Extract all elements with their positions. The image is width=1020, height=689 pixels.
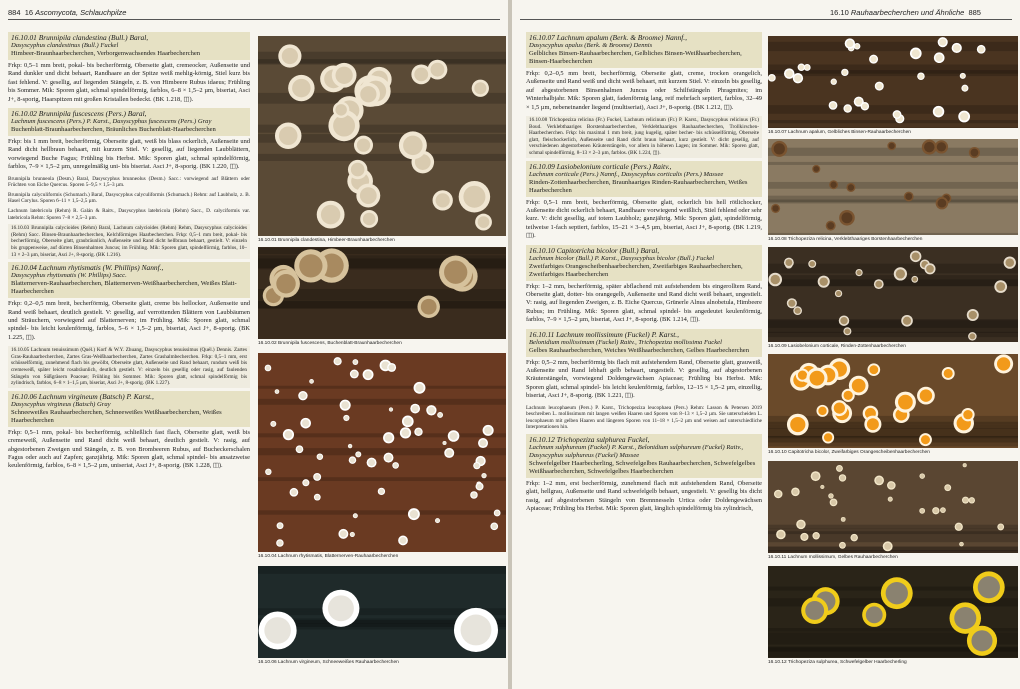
species-title: 16.10.12 Trichopeziza sulphurea Fuckel, [529,435,650,445]
species-title: 16.10.09 Lasiobelonium corticale (Pers.) Raitv., [529,161,672,171]
photo-caption: 16.10.04 Lachnum rhytismatis, Blatternerven-Rauhaarbecherchen [258,554,399,559]
specimen-photo-graphic [258,247,506,339]
species-title: 16.10.06 Lachnum virgineum (Batsch) P. Karst., [11,391,154,401]
right-header-rule [520,19,1012,20]
photo-caption: 16.10.10 Capitotricha bicolor, Zweifarbiges Orangescheibenhaarbecherchen [768,450,930,455]
species-title: 16.10.11 Lachnum mollissimum (Fuckel) P. Karst., [529,329,679,339]
left-page [0,0,508,689]
specimen-photo [768,461,1018,553]
species-entry [526,245,762,325]
species-description: Frkp: 1–2 mm, erst becherförmig, zunehmend flach mit aufstehendem Rand, Oberseite glatt, hellgrau, Außenseite und Rand schwefelgelb behaart, ungestielt. V: gesellig bis dicht rasig, auf abgestorbenen Stängeln von Brennnesseln Urtica oder Doldengewächsen Apiaceae; Frühling bis Herbst. Mik: Sporen glatt, länglich spindelförmig bis zylindrisch, [526,480,762,513]
species-description: Frkp: 0,5–2 mm, becherförmig bis flach mit aufstehendem Rand, Oberseite glatt, grauweiß, Außenseite und Rand lebhaft gelb behaart, ungestielt. V: gesellig, auf abgestorbenen Kräuterstängeln, vorwiegend Doldengewächsen Apiaceae; Frühling bis Herbst. Mik: Sporen glatt, schmal spindel- bis leicht keulenförmig, farblos, 12–15 × 1,5–2 µm, einzellig, biseriat, Asci J+, 8-sporig. (BK 1.221, ◫). [526,358,762,400]
specimen-photo-graphic [768,461,1018,553]
specimen-photo-graphic [768,354,1018,448]
species-description: Frkp: 0,2–0,5 mm breit, becherförmig, Oberseite glatt, creme bis hellocker, Außenseite und Rand weiß behaart, deutlich gestielt. V: gesellig, auf verrottenden Blättern von Laubbäumen und Sträuchern, vorwiegend auf Blatternerven; im Frühling. Mik: Sporen glatt, schmal spindel- bis leicht keulenförmig, farblos, 5–6 × 1,5–2 µm, biseriat, Asci J+, 8-sporig. (BK 1.225, ◫). [8,300,250,341]
specimen-photo [258,247,506,339]
species-header [526,245,762,281]
specimen-photo-graphic [258,353,506,552]
species-entry [8,108,250,172]
left-text-column [8,32,250,475]
photo-caption: 16.10.08 Trichopeziza relicina, Verklebthaariges Borstenhaarbecherchen [768,237,923,242]
specimen-photo [768,566,1018,658]
species-common-names: Himbeer-Braunhaarbecherchen, Verborgenwachsendes Haarbecherchen [11,50,201,57]
species-note: Brunnipila brunneola (Desm.) Baral, Dasyscyphus brunneolus (Desm.) Sacc.: vorwiegend auf Blättern oder Früchten von Eiche Quercus. Sporen 5–9,5 × 1,5–3 µm. [8,175,250,189]
species-note: 16.10.08 Trichopeziza relicina (Fr.) Fuckel, Lachnum relicinum (Fr.) P. Karst., Dasyscyphus relicinus (Fr.) Boud. Verklebthaariges Borstenhaarbecherchen, Verklebthaariges Rauhaarbecherchen, Trollkirschen-Haarbecherchen. Frkp: bis maximal 1 mm breit, jung kugelig, später becher- bis schüsselförmig, Oberseite glatt, fleischockerlich, Außenseite und Rand dicht braun behaart, kurz gestielt. V: dicht gesellig, auf verschiedenen abgestorbenen Kräuterstängeln, vor allem in höheren Lagen; im Sommer. Mik: Sporen glatt, schmal spindelförmig, 8–13 × 2–3 µm, farblos. (BK 1.224, ◫). [526,116,762,158]
species-entry [526,434,762,514]
species-header [8,32,250,60]
species-synonyms: Lachnum corticale (Pers.) Nannf., Dasyscyphus corticalis (Pers.) Massee [529,170,724,178]
species-common-names: Rinden-Zottenhaarbecherchen, Braunhaariges Rinden-Rauhaarbecherchen, Weißes Haarbecherchen [529,178,748,194]
species-description: Frkp: 0,5–1 mm breit, becherförmig, Oberseite glatt, ockerlich bis hell rötlichocker, Außenseite dicht ockerlich behaart, Randhaare vorwiegend weißlich, Stiel fehlend oder sehr kurz. V: dicht gesellig, auf totem Laubholz; ganzjährig. Mik: Sporen glatt, spindelförmig, teilweise 1-fach septiert, farblos, 15–21 × 3–4,5 µm, biseriat, Asci J+, 8-sporig. (BK 1.219, ◫). [526,198,762,240]
photo-caption: 16.10.11 Lachnum mollissimum, Gelbes Rauhaarbecherchen [768,555,898,560]
species-header [526,329,762,357]
species-title: 16.10.07 Lachnum apalum (Berk. & Broome) Nannf., [529,33,687,42]
species-synonyms: Belonidium mollissimum (Fuckel) Raitv., Trichopeziza mollissima Fuckel [529,338,722,346]
species-synonyms: Lachnum fuscescens (Pers.) P. Karst., Dasyscyphus fuscescens (Pers.) Gray [11,118,212,126]
photo-caption: 16.10.06 Lachnum virgineum, Schneeweißes Rauhaarbecherchen [258,660,399,665]
specimen-photo [258,353,506,552]
photo-caption: 16.10.07 Lachnum apalum, Gelbliches Binsen-Rauhaarbecherchen [768,130,911,135]
species-description: Frkp: 0,2–0,5 mm breit, becherförmig, Oberseite glatt, creme, trocken orangelich, Außenseite und Rand weiß und dicht weiß behaart, mit kurzem Stiel. V: einzeln bis gesellig, auf abgestorbenen Binsenhalmen Juncus oder Schilfstängeln Phragmites; im Winterhalbjahr. Mik: Sporen glatt, fadenförmig lang, reif mehrfach septiert, farblos, 32–49 × 1,5 µm, nebeneinander liegend (multiseriat), Asci J+, 8-sporig. (BK 1.212, ◫). [526,70,762,111]
specimen-photo-graphic [258,566,506,658]
left-page-number: 884 [8,8,21,17]
specimen-photo [258,566,506,658]
species-common-names: Schwefelgelber Haarbecherling, Schwefelgelbes Rauhaarbecherchen, Schwefelgelbes Weißhaarbecherchen, Schwefelgelbes Haarbecherchen [529,460,756,476]
specimen-photo-graphic [768,139,1018,235]
species-common-names: Gelbliches Binsen-Rauhaarbecherchen, Gelbliches Binsen-Weißhaarbecherchen, Binsen-Haarbecherchen [529,50,742,65]
species-entry [8,32,250,104]
left-chapter-title: Ascomycota, Schlauchpilze [35,8,127,17]
species-common-names: Schneeweißes Rauhaarbecherchen, Schneeweißes Weißhaarbecherchen, Weißes Haarbecherchen [11,408,222,424]
specimen-photo [768,36,1018,128]
species-title: 16.10.10 Capitotricha bicolor (Bull.) Baral, [529,245,660,255]
species-synonyms: Dasyscyphus rhytismatis (W. Phillips) Sacc. [11,272,127,280]
species-note: 16.10.03 Brunnipila calycioides (Rehm) Baral, Lachnum calycioides (Rehm) Rehm, Dasyscyphus calycioides (Rehm) Sacc. Binsen-Braunhaarbecherchen, Kelchförmiges Haarbecherchen. Frkp: 0,5–1 mm breit, pokal- bis becherförmig, Oberseite glatt, graubräunlich, Außenseite und Rand dicht hellbraun behaart, gestielt. V: einzeln bis gruppenweise, auf dürren Binsenhalmen Juncus; im Frühling. Mik: Sporen glatt, spindelförmig, farblos, 10–13 × 2–3 µm, biseriat, Asci J+, 8-sporig. (BK 1.216). [8,224,250,259]
species-synonyms: Lachnum sulphureum (Fuckel) P. Karst., Belonidium sulphureum (Fuckel) Raitv., Dasyscyphus sulphureus (Fuckel) Massee [529,444,744,460]
species-note: Lachnum leucophaeum (Pers.) P. Karst., Trichopeziza leucophaea (Pers.) Rehm: Lasson & Petersen 2019 beschreiben L. mollissimum mit langen weißen Haaren und Sporen von 8–13 × 1,5–2 µm. Sie unterscheiden L. leucophaeum mit gelben Haaren und längeren Sporen von 11–18 × 1,5–2 µm und weisen auf unterschiedliche Interpretationen hin. [526,404,762,431]
species-header [526,161,762,197]
species-common-names: Buchenblatt-Braunhaarbecherchen, Bräunliches Buchenblatt-Haarbecherchen [11,126,216,134]
specimen-photo-graphic [258,36,506,236]
photo-caption: 16.10.09 Lasiobelonium corticale, Rinden-Zottenhaarbecherchen [768,344,906,349]
species-header [526,32,762,68]
species-entry [8,262,250,342]
species-title: 16.10.04 Lachnum rhytismatis (W. Phillips) Nannf., [11,263,164,273]
species-header [526,434,762,478]
species-synonyms: Dasyscyphus virgineus (Batsch) Gray [11,400,111,408]
right-text-column [526,32,762,518]
right-page-number: 885 [968,8,981,17]
specimen-photo [258,36,506,236]
left-page-header [8,8,126,17]
specimen-photo-graphic [768,36,1018,128]
species-title: 16.10.02 Brunnipila fuscescens (Pers.) Baral, [11,109,147,119]
right-section-title: Rauhaarbecherchen und Ähnliche [850,8,965,17]
species-synonyms: Dasyscyphus apalus (Berk. & Broome) Dennis [529,42,653,49]
photo-caption: 16.10.01 Brunnipila clandestina, Himbeer-Braunhaarbecherchen [258,238,395,243]
right-page-header [830,8,981,17]
right-page [512,0,1020,689]
species-header [8,108,250,136]
specimen-photo-graphic [768,247,1018,342]
species-title: 16.10.01 Brunnipila clandestina (Bull.) Baral, [11,33,149,42]
right-section-number: 16.10 [830,8,849,17]
species-note: Brunnipila calyculiformis (Schumach.) Baral, Dasyscyphus calyculiformis (Schumach.) Rehm: auf Laubholz, z. B. Hasel Corylus. Sporen 6–11 × 1,5–2,5 µm. [8,191,250,205]
species-header [8,262,250,298]
species-entry [8,391,250,471]
species-description: Frkp: bis 1 mm breit, becherförmig, Oberseite glatt, weiß bis blass ockerlich, Außenseite und Rand dicht hellbraun behaart, mit kurzem Stiel. V: gesellig, auf liegenden Laubblättern, vorwiegend Buche Fagus; Frühling bis Herbst. Mik: Sporen glatt, schmal spindelförmig, farblos, 7–9 × 1,5–2 µm, unregelmäßig uni- bis biseriat. Asci J+, 8-sporig. (BK 1.220, ◫). [8,138,250,171]
species-description: Frkp: 0,5–1 mm breit, pokal- bis becherförmig, Oberseite glatt, cremeocker, Außenseite und Rand dunkler und dicht behaart, Randhaare an der Spitze weiß mehlig-körnig, Stiel kurz bis fast fehlend. V: gesellig, auf liegenden Stängeln, z. B. von Himbeere Rubus idaeus; Frühling bis Sommer. Mik: Sporen glatt, schmal spindelförmig, farblos, 6–8 × 1,5–2 µm, biseriat, Asci J+, 8-sporig, Haarspitzen mit großen Kristallen bedeckt. (BK 1.218, ◫). [8,62,250,103]
left-header-rule [8,19,500,20]
specimen-photo [768,247,1018,342]
species-entry [526,161,762,241]
species-synonyms: Lachnum bicolor (Bull.) P. Karst., Dasyscyphus bicolor (Bull.) Fuckel [529,254,715,262]
species-entry [526,32,762,112]
specimen-photo [768,354,1018,448]
specimen-photo [768,139,1018,235]
photo-caption: 16.10.12 Trichopeziza sulphurea, Schwefelgelber Haarbecherling [768,660,907,665]
species-description: Frkp: 0,5–1 mm, pokal- bis becherförmig, schließlich fast flach, Oberseite glatt, weiß bis cremeweiß, Außenseite und Rand dicht weiß behaart, deutlich gestielt. V: rasig, auf abgestorbenen Zweigen und Stängeln, z. B. von Brombeeren Rubus, auf Bucheckerschalen Fagus oder auch auf Zapfen; ganzjährig. Mik: Sporen glatt, schmal spindel- bis ansatzweise keulenförmig, farblos, 6–8 × 1,5–2 µm, uniseriat, Asci J+, 8-sporig. (BK 1.228, ◫). [8,428,250,470]
species-entry [526,329,762,401]
left-chapter-number: 16 [24,8,34,17]
species-note: 16.10.05 Lachnum tenuissimum (Quél.) Korf & W.Y. Zhuang, Dasyscyphus tenuissimus (Quél.) Dennis. Zartes Gras-Rauhaarbecherchen, Zartes Gras-Weißhaarbecherchen, Zartes Grashalmbecherchen. Frkp: 0,5–1 mm, erst schüsselförmig, zunehmend flach bis gewölbt, Oberseite glatt, Außenseite und Rand behaart, rundum weiß bis cremeweiß, später leicht rosabräunlich, deutlich gestielt. V: einzeln bis gesellig oder rasig, auf faulenden Stängeln von Süßgräsern Poaceae; Frühling bis Sommer. Mik: Sporen glatt, schmal spindelförmig bis zylindrisch, farblos, 6–8 × 1–1,5 µm, biseriat, Asci J+, 8-sporig. (BK 1.227). [8,346,250,388]
specimen-photo-graphic [768,566,1018,658]
species-note: Lachnum latebricola (Rehm) R. Galán & Raitv., Dasyscyphus latebricola (Rehm) Sacc., D. calyciformis var. latebricola Rehm: Sporen 7–8 × 2,5–3 µm. [8,208,250,221]
species-synonyms: Dasyscyphus clandestinus (Bull.) Fuckel [11,42,119,49]
species-common-names: Blatternerven-Rauhaarbecherchen, Blatternerven-Weißhaarbecherchen, Weißes Blatt-Haarbecherchen [11,280,237,296]
species-common-names: Zweifarbiges Orangescheibenhaarbecherchen, Zweifarbiges Rauhaarbecherchen, Zweifarbiges Haarbecherchen [529,262,743,278]
species-description: Frkp: 1–2 mm, becherförmig, später abflachend mit aufstehendem bis eingerolltem Rand, Oberseite glatt, dotter- bis orangegelb, Außenseite und Rand dicht weiß behaart, ungestielt. V: rasig, auf liegenden Zweigen, z. B. Eiche Quercus, Grünerle Alnus alnobetula, Himbeere Rubus; im Frühling. Mik: Sporen glatt, schmal spindel- bis angedeutet keulenförmig, farblos, 7–9 × 1,5–2 µm, biseriat, Asci J+, 8-sporig. (BK 1.214, ◫). [526,282,762,324]
photo-caption: 16.10.02 Brunnipila fuscescens, Buchenblatt-Braunhaarbecherchen [258,341,402,346]
species-common-names: Gelbes Rauhaarbecherchen, Weiches Weißhaarbecherchen, Gelbes Haarbecherchen [529,346,750,354]
species-header [8,391,250,427]
